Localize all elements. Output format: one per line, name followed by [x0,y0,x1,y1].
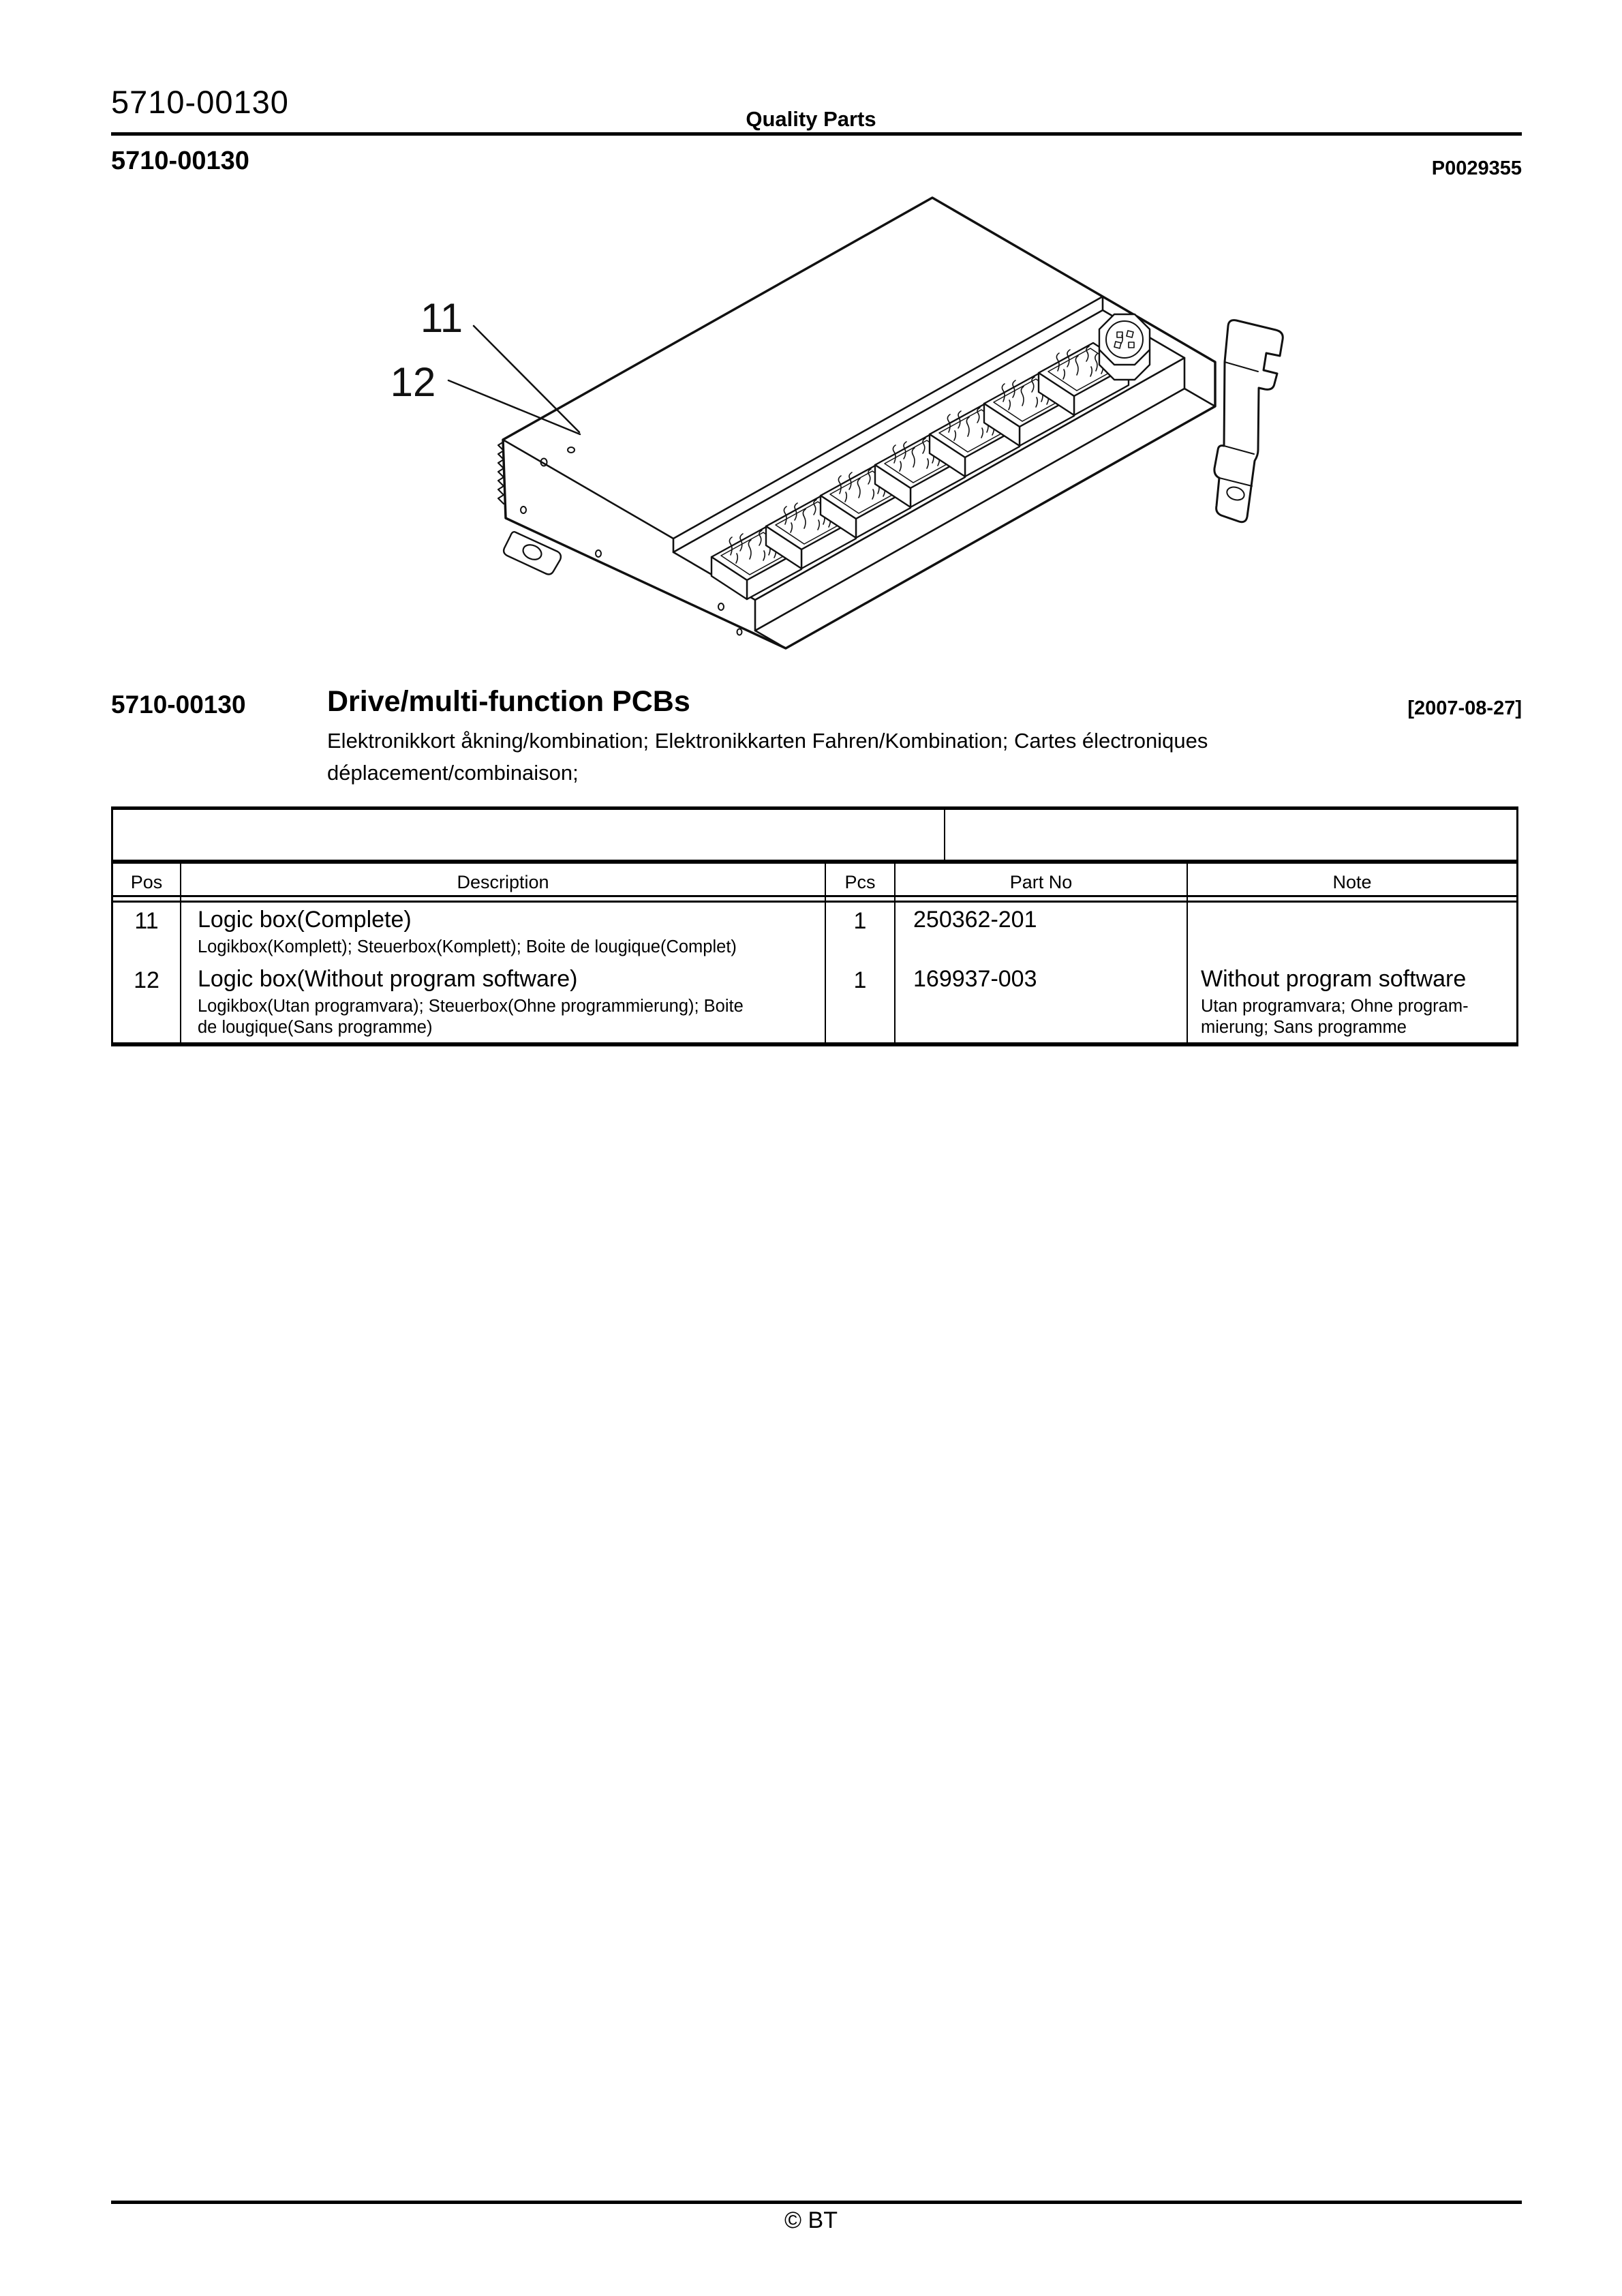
title-block-title: Drive/multi-function PCBs [327,685,690,718]
table-band-bottom [111,860,1518,864]
footer-copyright: © BT [784,2207,838,2233]
row12-note-sub-line2: mierung; Sans programme [1201,1018,1407,1037]
col-header-pos: Pos [130,872,163,892]
table-band-divider [944,810,945,860]
row12-note: Without program software [1201,966,1467,992]
row11-description: Logic box(Complete) [198,907,412,933]
figure-drawing [368,170,1322,716]
footer-rule [111,2201,1522,2204]
header-double-line-2 [111,901,1518,903]
table-border-bottom [111,1042,1518,1046]
title-block-date: [2007-08-27] [1407,697,1522,719]
col-header-pcs: Pcs [844,872,876,892]
header-double-line-1 [111,895,1518,897]
col-header-partno: Part No [1009,872,1073,892]
header-rule [111,132,1522,136]
row12-description-sub-line1: Logikbox(Utan programvara); Steuerbox(Ohne programmierung); Boite [198,997,744,1016]
row12-description-sub-line2: de lougique(Sans programme) [198,1018,433,1037]
box-outline [503,198,1215,648]
row12-note-sub-line1: Utan programvara; Ohne program- [1201,997,1469,1016]
title-block-subtitle-line2: déplacement/combinaison; [327,761,579,785]
serrated-edge [498,442,504,504]
plate-code: P0029355 [1431,157,1522,179]
row12-partno: 169937-003 [913,966,1037,992]
section-number: 5710-00130 [111,147,249,175]
page-header-title: Quality Parts [746,107,876,131]
row11-pos: 11 [134,908,159,934]
round-connector [1099,314,1150,380]
row12-description: Logic box(Without program software) [198,966,578,992]
row11-pcs: 1 [853,908,867,934]
col-header-note: Note [1332,872,1372,892]
row12-pos: 12 [134,967,159,993]
page-header-doc-number: 5710-00130 [111,84,289,120]
callout-12: 12 [390,359,436,405]
callout-11: 11 [420,295,463,341]
bracket-shape [1214,320,1283,522]
row11-description-sub: Logikbox(Komplett); Steuerbox(Komplett); Boite de lougique(Complet) [198,937,737,956]
table-border-right [1516,806,1518,1046]
row12-pcs: 1 [853,967,867,993]
row11-partno: 250362-201 [913,907,1037,933]
table-border-top [111,806,1518,810]
title-block-subtitle-line1: Elektronikkort åkning/kombination; Elektronikkarten Fahren/Kombination; Cartes électroniques [327,729,1208,753]
col-header-description: Description [457,872,549,892]
title-block-number: 5710-00130 [111,691,246,719]
